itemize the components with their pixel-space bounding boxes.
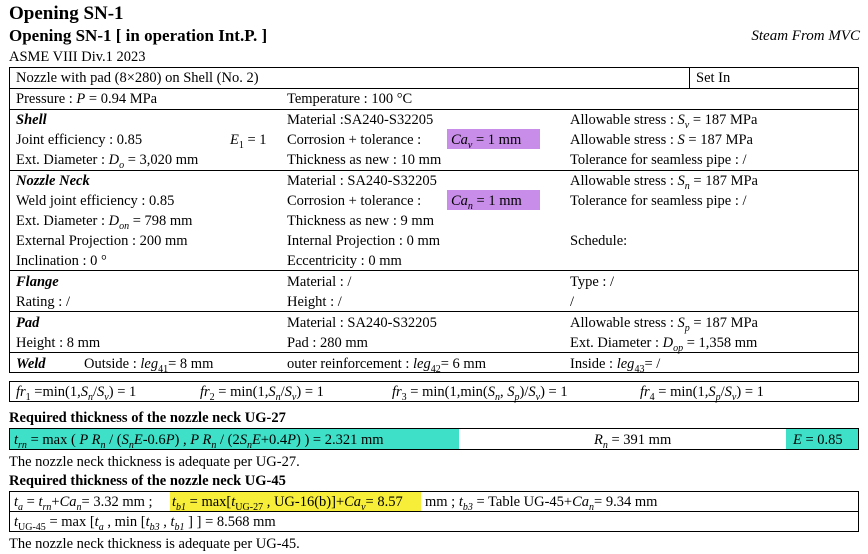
flange-height: Height : / <box>287 294 342 310</box>
flange-type: Type : / <box>570 274 615 290</box>
weld-inside: Inside : leg$_{43}$= / <box>570 356 661 375</box>
ug27-conclusion: The nozzle neck thickness is adequate per UG-27. <box>9 454 300 470</box>
ug45-heading: Required thickness of the nozzle neck UG-45 <box>9 473 286 489</box>
shell-corrosion-label: Corrosion + tolerance : <box>287 132 422 148</box>
flange-material: Material : / <box>287 274 352 290</box>
fr4-value: $fr_4 = \min(1,S_p/S_v) = 1$ <box>640 384 764 403</box>
temperature-value: Temperature : 100 °C <box>287 91 413 107</box>
flange-rating: Rating : / <box>16 294 70 310</box>
nozzle-inclination: Inclination : 0 ° <box>16 253 107 269</box>
shell-label: Shell <box>16 112 47 128</box>
fr2-value: $fr_2 = \min(1,S_n/S_v) = 1$ <box>200 384 324 403</box>
ug45-tb1: $t_{b1} = \max[t_{UG-27}$ , $UG-16(b)]+Ca_v= 8.57$ <box>172 494 403 513</box>
pad-allowable-stress: Allowable stress : $S_p = 187$ MPa <box>570 315 758 334</box>
nozzle-internal-projection: Internal Projection : 0 mm <box>287 233 441 249</box>
ug27-heading: Required thickness of the nozzle neck UG-27 <box>9 410 286 426</box>
nozzle-weld-efficiency: Weld joint efficiency : 0.85 <box>16 193 175 209</box>
code-label: ASME VIII Div.1 2023 <box>9 49 146 65</box>
weld-outer-reinforcement: outer reinforcement : leg$_{42}$= 6 mm <box>287 356 486 375</box>
pad-label: Pad <box>16 315 40 331</box>
ug27-rn: $R_n = 391$ mm <box>594 432 672 451</box>
pad-material: Material : SA240-S32205 <box>287 315 437 331</box>
nozzle-material: Material : SA240-S32205 <box>287 173 437 189</box>
pad-width: Pad : 280 mm <box>287 335 368 351</box>
nozzle-neck-label: Nozzle Neck <box>16 173 90 189</box>
pad-height: Height : 8 mm <box>16 335 101 351</box>
nozzle-allowable-stress: Allowable stress : $S_n = 187$ MPa <box>570 173 758 192</box>
nozzle-description: Nozzle with pad (8×280) on Shell (No. 2) <box>16 70 259 86</box>
nozzle-tolerance: Tolerance for seamless pipe : / <box>570 193 747 209</box>
fr3-value: $fr_3 = \min(1,\min(S_n$, $S_p)/S_v) = 1$ <box>392 384 568 403</box>
shell-joint-efficiency: Joint efficiency : 0.85 <box>16 132 143 148</box>
header-divider <box>689 67 690 88</box>
nozzle-corrosion-value: $Ca_n = 1$ mm <box>451 193 522 212</box>
weld-label: Weld <box>16 356 46 372</box>
ug45-result: $t_{UG-45} = \max [t_a$ , $\min [t_{b3}$ , $t_{b1}$ ] ] = 8.568 mm <box>14 514 276 533</box>
shell-tolerance: Tolerance for seamless pipe : / <box>570 152 747 168</box>
pad-ext-diameter: Ext. Diameter : $D_{op} = 1,358$ mm <box>570 335 758 354</box>
shell-material: Material :SA240-S32205 <box>287 112 434 128</box>
ug27-formula: $t_{rn} = \max$ ( P $R_n / (S_nE-0.6P)$ , P $R_n / (2S_nE+0.4P)$ ) = 2.321 mm <box>14 432 384 451</box>
page-subtitle: Opening SN-1 [ in operation Int.P. ] <box>9 26 268 45</box>
flange-extra: / <box>570 294 575 310</box>
shell-ext-diameter: Ext. Diameter : $D_o = 3,020$ mm <box>16 152 199 171</box>
flange-label: Flange <box>16 274 59 290</box>
shell-thickness: Thickness as new : 10 mm <box>287 152 442 168</box>
nozzle-ext-diameter: Ext. Diameter : $D_{on} = 798$ mm <box>16 213 193 232</box>
ug45-tb3: mm ; $t_{b3}$ = Table $UG-45+Ca_n= 9.34$ mm <box>425 494 658 513</box>
shell-allowable-stress-2: Allowable stress : S = 187 MPa <box>570 132 753 148</box>
shell-allowable-stress: Allowable stress : $S_v = 187$ MPa <box>570 112 758 131</box>
ug27-e: E = 0.85 <box>793 432 843 448</box>
ug45-ta: $t_a = t_{rn}+Ca_n= 3.32$ mm ; <box>14 494 153 513</box>
nozzle-eccentricity: Eccentricity : 0 mm <box>287 253 402 269</box>
weld-outside: Outside : leg$_{41}$= 8 mm <box>84 356 214 375</box>
nozzle-thickness: Thickness as new : 9 mm <box>287 213 434 229</box>
shell-e1: $E_1 = 1$ <box>230 132 267 151</box>
nozzle-external-projection: External Projection : 200 mm <box>16 233 188 249</box>
shell-corrosion-value: $Ca_v = 1$ mm <box>451 132 522 151</box>
pressure-value: Pressure : P = 0.94 MPa <box>16 91 158 107</box>
ug45-conclusion: The nozzle neck thickness is adequate per UG-45. <box>9 536 300 552</box>
set-in-label: Set In <box>696 70 731 86</box>
page-title: Opening SN-1 <box>9 3 124 24</box>
nozzle-schedule: Schedule: <box>570 233 628 249</box>
nozzle-corrosion-label: Corrosion + tolerance : <box>287 193 422 209</box>
service-label: Steam From MVC <box>751 28 860 44</box>
fr1-value: $fr_1 =\min(1,S_n/S_v) = 1$ <box>16 384 137 403</box>
